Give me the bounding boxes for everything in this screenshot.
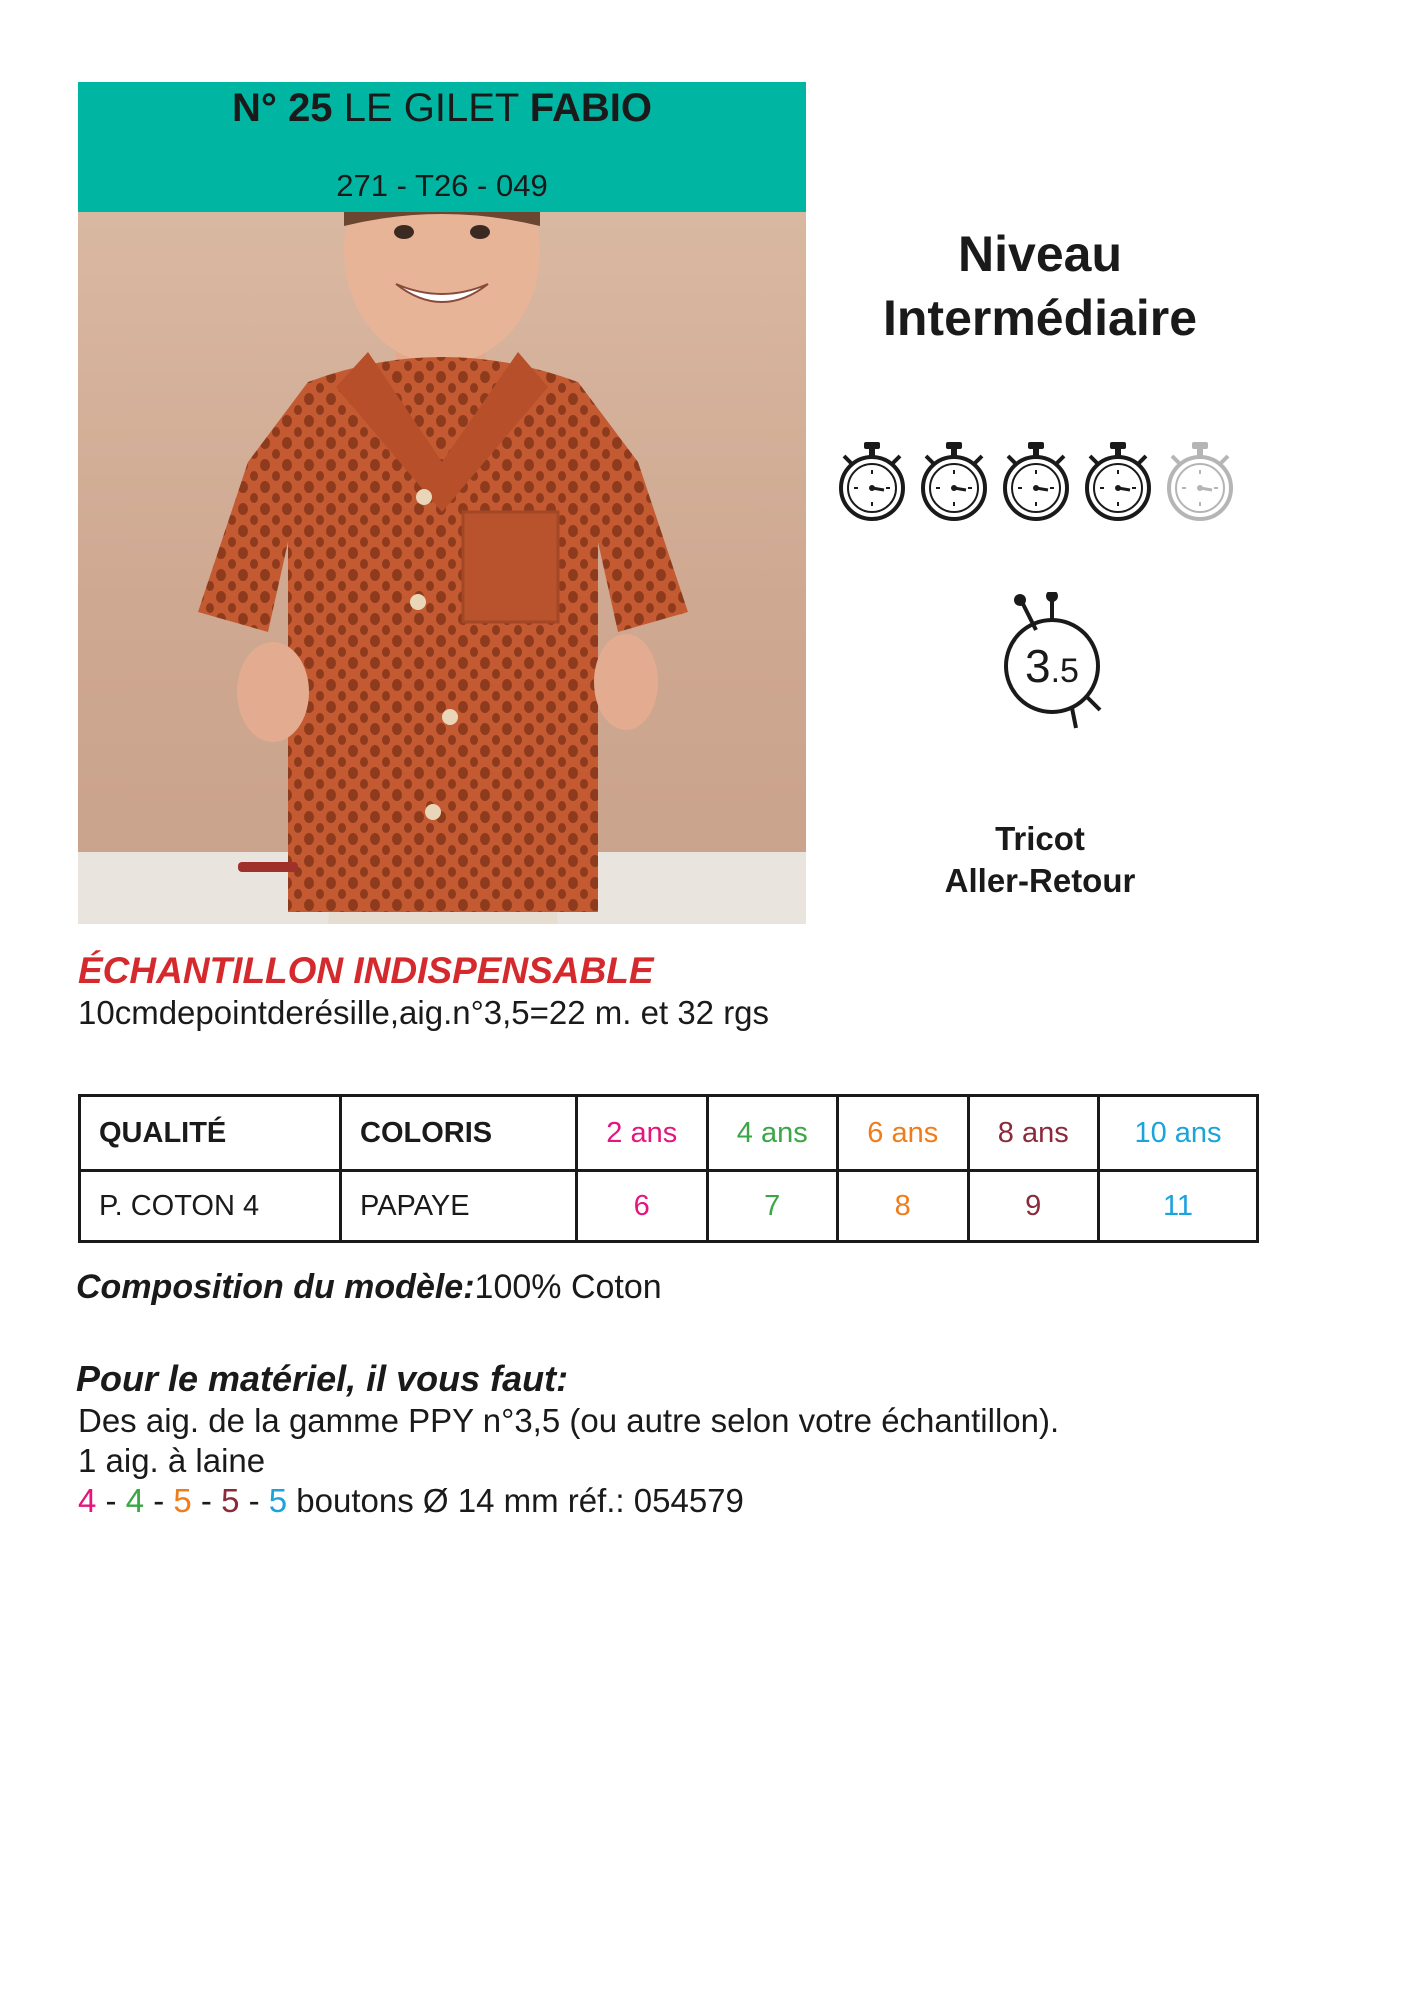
difficulty-rating (836, 440, 1236, 530)
child-cardigan-illustration (78, 212, 806, 924)
cell-qty-6: 8 (838, 1171, 969, 1242)
stopwatch-icon (1082, 440, 1154, 522)
header-size-2: 2 ans (577, 1096, 708, 1171)
cell-qty-4: 7 (707, 1171, 838, 1242)
level-label: Niveau (958, 226, 1122, 282)
sample-title: ÉCHANTILLON INDISPENSABLE (78, 950, 654, 991)
button-count-2: 4 (78, 1482, 97, 1519)
button-sep: - (144, 1482, 174, 1519)
materials-buttons (78, 1482, 744, 1520)
composition-value: 100% Coton (474, 1268, 662, 1306)
knitting-technique (840, 818, 1240, 902)
button-sep: - (96, 1482, 126, 1519)
button-count-10: 5 (268, 1482, 288, 1519)
header-size-8: 8 ans (968, 1096, 1099, 1171)
pattern-title (78, 82, 806, 134)
needle-size: 3.5 (1025, 640, 1079, 692)
buttons-description: boutons Ø 14 mm réf.: 054579 (287, 1482, 744, 1519)
difficulty-level (840, 222, 1240, 350)
header-size-10: 10 ans (1099, 1096, 1258, 1171)
cell-qty-2: 6 (577, 1171, 708, 1242)
title-middle: LE GILET (343, 86, 519, 130)
header-size-6: 6 ans (838, 1096, 969, 1171)
materials-title: Pour le matériel, il vous faut: (76, 1358, 569, 1399)
button-count-6: 5 (173, 1482, 192, 1519)
sample-text: 10cmdepointderésille,aig.n°3,5=22 m. et 32 rgs (78, 994, 770, 1031)
title-name: FABIO (529, 86, 652, 130)
composition (76, 1268, 662, 1307)
stopwatch-icon (1164, 440, 1236, 522)
button-count-4: 4 (125, 1482, 145, 1519)
cell-qty-10: 11 (1099, 1171, 1258, 1242)
stopwatch-icon (918, 440, 990, 522)
title-number: 25 (288, 86, 333, 130)
header-quality: QUALITÉ (80, 1096, 341, 1171)
materials-wool-needle: 1 aig. à laine (78, 1442, 266, 1479)
title-band (78, 82, 806, 212)
table-header-row (80, 1096, 1258, 1171)
composition-label: Composition du modèle: (76, 1268, 475, 1306)
technique-line2: Aller-Retour (944, 862, 1136, 899)
materials-needles: Des aig. de la gamme PPY n°3,5 (ou autre selon votre échantillon). (78, 1402, 1060, 1439)
cell-quality: P. COTON 4 (80, 1171, 341, 1242)
button-sep: - (191, 1482, 222, 1519)
technique-line1: Tricot (995, 820, 1085, 857)
level-value: Intermédiaire (882, 290, 1197, 346)
title-prefix: N° (232, 86, 277, 130)
yarn-table (78, 1094, 1259, 1243)
cell-color: PAPAYE (341, 1171, 577, 1242)
header-color: COLORIS (341, 1096, 577, 1171)
knitting-needle-ball-icon (1000, 592, 1120, 737)
model-photo (78, 212, 806, 924)
header-size-4: 4 ans (707, 1096, 838, 1171)
cell-qty-8: 9 (968, 1171, 1099, 1242)
pattern-reference: 271 - T26 - 049 (336, 168, 548, 203)
button-sep: - (239, 1482, 269, 1519)
stopwatch-icon (836, 440, 908, 522)
button-count-8: 5 (221, 1482, 240, 1519)
table-row (80, 1171, 1258, 1242)
stopwatch-icon (1000, 440, 1072, 522)
